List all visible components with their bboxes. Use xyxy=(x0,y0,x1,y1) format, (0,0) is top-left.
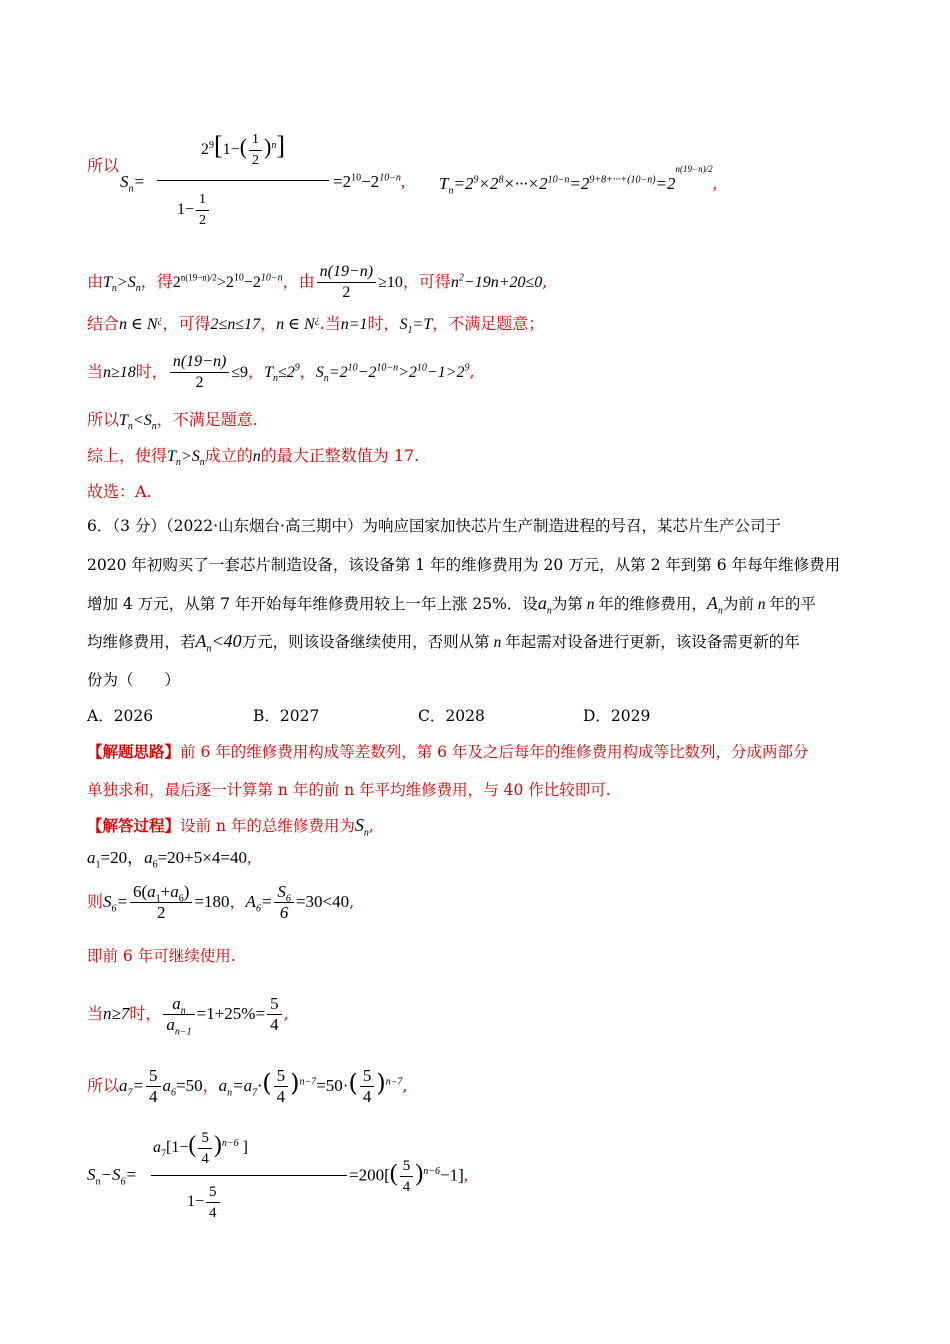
question-line-5: 份为（ ） xyxy=(87,671,181,689)
question-line-2: 2020 年初购买了一套芯片制造设备，该设备第 1 年的维修费用为 20 万元，从第 2 年到第 6 年每年维修费用 xyxy=(87,556,841,574)
solution-process-1: 【解答过程】设前 n 年的总维修费用为$S_n$, xyxy=(87,815,374,839)
line-n-ge-18: 当n≥18时， $\frac{n(19-n)}{2}$ ≤9，$T_n\le 2^9$，$S_n=2^{10}-2^{10-n}>2^{10}-1>2^9$, xyxy=(87,353,475,391)
line-a7-an: 所以$a_7=$ $\frac{5}{4}$ $a_6=50$，$a_n=a_7\cdot$( $\frac{5}{4}$ )$^{n-7}$=50·( $\frac{5}{4}$ )$^{n-7}$, xyxy=(87,1066,408,1106)
question-line-4: 均维修费用，若$A_n<40$万元，则该设备继续使用，否则从第 n 年起需对设备进行更新，该设备需更新的年 xyxy=(87,631,800,655)
line-ratio: 当n≥7时， $\frac{a_n}{a_{n-1}}$ =1+25%= $\frac{5}{4}$ , xyxy=(87,994,289,1038)
option-d: D．2029 xyxy=(583,707,651,725)
question-line-3: 增加 4 万元，从第 7 年开始每年维修费用较上一年上涨 25%．设$a_n$为第 n 年的维修费用，$A_n$为前 n 年的平 xyxy=(87,593,816,617)
option-b: B．2027 xyxy=(253,707,320,725)
line-combine: 结合n ∈ N¿，可得2≤n≤17，n ∈ N¿.当n=1时，$S_1=T$，不满足题意； xyxy=(87,314,545,337)
line-answer: 故选：A. xyxy=(87,482,152,501)
document-page: 所以 $S_n=$ $2^9[1-$( $\frac{1}{2}$ )$^n$] 1− $\frac{1}{2}$ $=2^{10}-2^{10-n}$, $T_n=2^9\times 2^8\times\cdot\cdot\cdot\times 2^{10-n}=2^{9+8+\cdot\cdot\cdot+(10-n)}=2^{n(19-n)/2}$, 由$T_n>S_n$，得$2^{n(19-n)/2}>2^{10}-2^{10-n}$，由 $\frac{n(19-n)}{2}$ ≥10，可得$n^2-19n+20\le 0$, 结合n ∈ N¿，可得2≤n≤17，n ∈ N¿.当n=1时，$S_1=T$，不满足题意； 当n≥18时， $\frac{n(19-n)}{2}$ ≤9，$T_n\le 2^9$，$S_n=2^{10}-2^{10-n}>2^{10}-1>2^9$, 所以$T_n<S_n$，不满足题意. 综上，使得$T_n>S_n$成立的n的最大正整数值为 17. 故选：A. 6．（3 分）（2022·山东烟台·高三期中）为响应国家加快芯片生产制造进程的号召，某芯片生产公司于 2020 年初购买了一套芯片制造设备，该设备第 1 年的维修费用为 20 万元，从第 2 年到第 6 年每年维修费用 增加 4 万元，从第 7 年开始每年维修费用较上一年上涨 25%．设$a_n$为第 n 年的维修费用，$A_n$为前 n 年的平 均维修费用，若$A_n<40$万元，则该设备继续使用，否则从第 n 年起需对设备进行更新，该设备需更新的年 份为（ ） A．2026 B．2027 C．2028 D．2029 【解题思路】前 6 年的维修费用构成等差数列，第 6 年及之后每年的维修费用构成等比数列，分成两部分 单独求和，最后逐一计算第 n 年的前 n 年平均维修费用，与 40 作比较即可. 【解答过程】设前 n 年的总维修费用为$S_n$, $a_1=20$，$a_6=20+5\times 4=40$, 则$S_6=$ $\frac{6(a_1+a_6)}{2}$ =180，$A_6=$ $\frac{S_6}{6}$ =30<40, 即前 6 年可继续使用. 当n≥7时， $\frac{a_n}{a_{n-1}}$ =1+25%= $\frac{5}{4}$ , 所以$a_7=$ $\frac{5}{4}$ $a_6=50$，$a_n=a_7\cdot$( $\frac{5}{4}$ )$^{n-7}$=50·( $\frac{5}{4}$ )$^{n-7}$, $S_n-S_6=$ $a_7[1-$( $\frac{5}{4}$ )$^{n-6}$ ] 1− $\frac{5}{4}$ =200[( $\frac{5}{4}$ )$^{n-6}$−1], xyxy=(87,131,841,1221)
option-c: C．2028 xyxy=(418,707,485,725)
line-s6: 则$S_6=$ $\frac{6(a_1+a_6)}{2}$ =180，$A_6=$ $\frac{S_6}{6}$ =30<40, xyxy=(87,882,355,922)
line-so: 所以$T_n<S_n$，不满足题意. xyxy=(87,410,258,433)
line-by-condition: 由$T_n>S_n$，得$2^{n(19-n)/2}>2^{10}-2^{10-n}$，由 $\frac{n(19-n)}{2}$ ≥10，可得$n^2-19n+20\le 0$, xyxy=(87,263,548,301)
line-a1-a6: $a_1=20$，$a_6=20+5\times 4=40$, xyxy=(87,848,252,871)
text-prefix: 所以 xyxy=(87,156,120,175)
solution-idea-1: 【解题思路】前 6 年的维修费用构成等差数列，第 6 年及之后每年的维修费用构成等比数列，分成两部分 xyxy=(87,742,809,761)
question-line-1: 6．（3 分）（2022·山东烟台·高三期中）为响应国家加快芯片生产制造进程的号召，某芯片生产公司于 xyxy=(87,517,781,535)
option-a: A．2026 xyxy=(87,707,154,725)
line-conclusion: 综上，使得$T_n>S_n$成立的n的最大正整数值为 17. xyxy=(87,446,420,469)
solution-idea-2: 单独求和，最后逐一计算第 n 年的前 n 年平均维修费用，与 40 作比较即可. xyxy=(87,781,611,799)
line-continue-use: 即前 6 年可继续使用. xyxy=(87,947,236,965)
